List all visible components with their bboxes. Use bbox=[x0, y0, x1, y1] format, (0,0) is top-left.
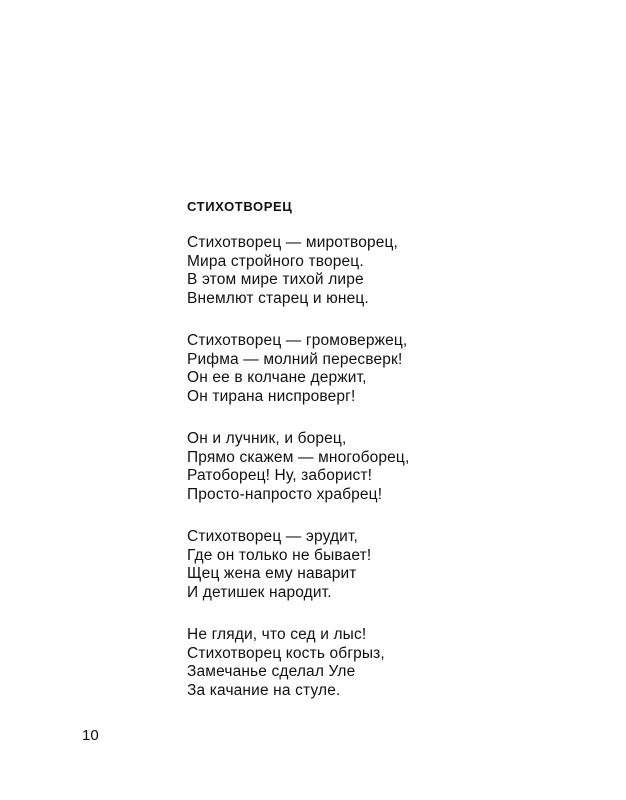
poem-line: За качание на стуле. bbox=[187, 681, 341, 699]
poem-line: Прямо скажем — многоборец, bbox=[187, 448, 410, 466]
stanza-3 bbox=[187, 430, 487, 504]
poem-line: Внемлют старец и юнец. bbox=[187, 289, 369, 307]
poem-line: Замечанье сделал Уле bbox=[187, 663, 356, 680]
poem-line: Стихотворец — громовержец, bbox=[187, 332, 408, 349]
poem-line: Стихотворец — миротворец, bbox=[187, 234, 398, 251]
stanza-5 bbox=[187, 626, 487, 700]
page-number: 10 bbox=[82, 727, 99, 744]
poem-line: Он ее в колчане держит, bbox=[187, 369, 367, 386]
poem-line: Щец жена ему наварит bbox=[187, 565, 357, 582]
poem-body bbox=[187, 234, 487, 724]
stanza-2 bbox=[187, 332, 487, 406]
poem-line: Рифма — молний пересверк! bbox=[187, 350, 403, 368]
poem-line: И детишек народит. bbox=[187, 583, 332, 601]
poem-title: СТИХОТВОРЕЦ bbox=[187, 199, 293, 214]
poem-line: Мира стройного творец. bbox=[187, 252, 364, 270]
poem-line: Стихотворец — эрудит, bbox=[187, 528, 358, 545]
poem-line: Ратоборец! Ну, заборист! bbox=[187, 467, 373, 484]
poem-line: Где он только не бывает! bbox=[187, 546, 372, 564]
stanza-4 bbox=[187, 528, 487, 602]
poem-line: Не гляди, что сед и лыс! bbox=[187, 626, 367, 643]
poem-line: Стихотворец кость обгрыз, bbox=[187, 644, 385, 662]
poem-line: Просто-напросто храбрец! bbox=[187, 485, 383, 503]
poem-line: Он тирана ниспроверг! bbox=[187, 387, 356, 405]
stanza-1 bbox=[187, 234, 487, 308]
poem-line: В этом мире тихой лире bbox=[187, 271, 364, 288]
poem-line: Он и лучник, и борец, bbox=[187, 430, 347, 447]
